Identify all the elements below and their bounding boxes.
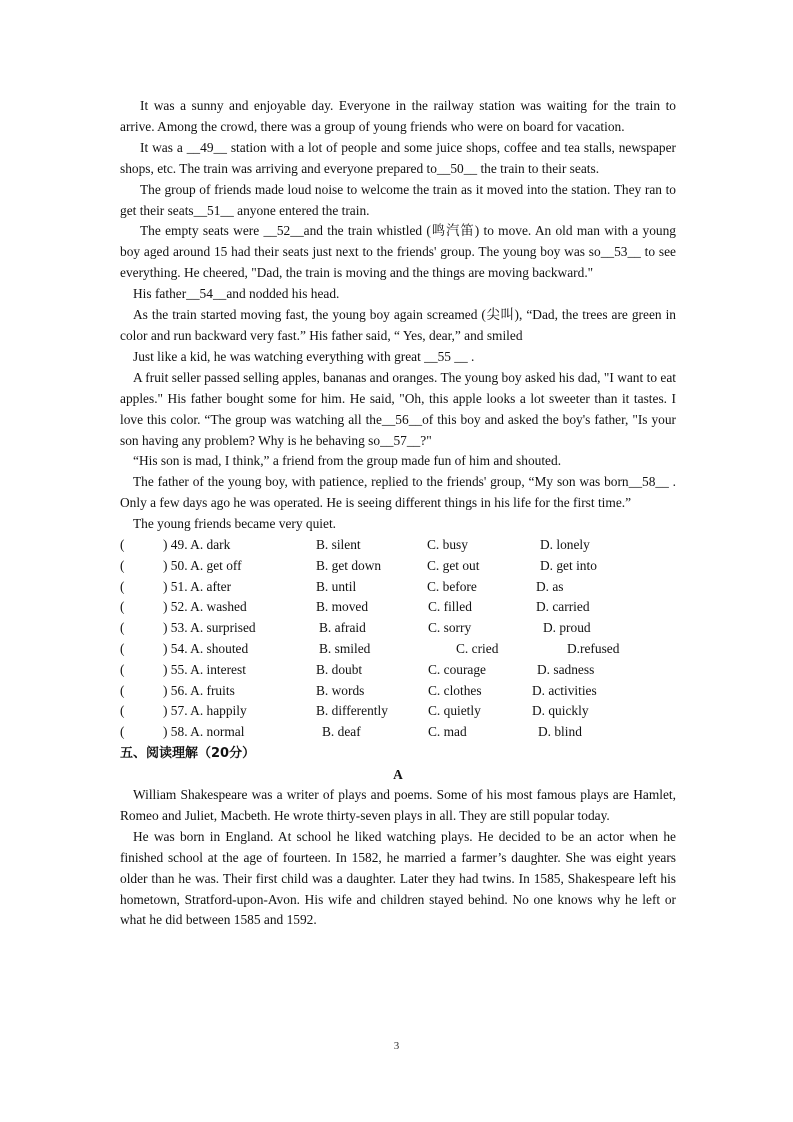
reading-paragraph-1: William Shakespeare was a writer of plays and poems. Some of his most famous plays are Hamlet, Romeo and Juliet, Macbeth. He wrote thirty-seven plays in all. They are still popular today.: [120, 787, 676, 823]
option-row: [120, 639, 676, 660]
answer-bracket: (: [120, 682, 125, 698]
answer-bracket: (: [120, 724, 125, 740]
option-d: D. carried: [536, 599, 590, 615]
passage-paragraph-7: Just like a kid, he was watching everything with great __55 __ .: [133, 348, 475, 364]
option-b: B. until: [316, 578, 357, 594]
answer-bracket: (: [120, 641, 125, 657]
option-d: D. blind: [538, 724, 582, 740]
section-title: 五、阅读理解（20分）: [120, 746, 256, 761]
option-b: B. get down: [316, 557, 382, 573]
passage-paragraph-3: The group of friends made loud noise to welcome the train as it moved into the station. They ran to get their seats__51__ anyone entered the train.: [120, 181, 676, 218]
answer-bracket: (: [120, 703, 125, 719]
option-b: B. differently: [316, 703, 388, 719]
option-d: D. activities: [532, 682, 597, 698]
answer-bracket: (: [120, 578, 125, 594]
passage-paragraph-10: The father of the young boy, with patience, replied to the friends' group, “My son was born__58__ . Only a few days ago he was operated. He is seeing different things in his life for the first time.”: [120, 474, 676, 511]
option-row: [120, 722, 676, 743]
reading-paragraph-2: He was born in England. At school he liked watching plays. He decided to be an actor when he finished school at the age of fourteen. In 1582, he married a farmer’s daughter. She was eight years older than he was. Their first child was a daughter. Later they had twins. In 1585, Shakespeare left his hometown, Stratford-upon-Avon. His wife and children stayed behind. No one knows why he left or what he did between 1585 and 1592.: [120, 828, 676, 928]
section-subtitle: A: [393, 767, 403, 782]
option-a: ) 53. A. surprised: [163, 620, 256, 636]
passage-paragraph-4: The empty seats were __52__and the train whistled (鸣汽笛) to move. An old man with a young boy aged around 15 had their seats just next to the friends' group. The young boy was so__53__ to see everything. He cheered, "Dad, the train is moving and the things are moving backward.": [120, 223, 676, 281]
option-c: C. mad: [428, 724, 467, 740]
option-b: B. moved: [316, 599, 369, 615]
passage-paragraph-5: His father__54__and nodded his head.: [133, 286, 340, 302]
options-list: [120, 535, 676, 743]
answer-bracket: (: [120, 557, 125, 573]
option-d: D. proud: [543, 620, 591, 636]
passage-paragraph-9: “His son is mad, I think,” a friend from the group made fun of him and shouted.: [133, 453, 562, 469]
option-b: B. words: [316, 682, 365, 698]
option-row: [120, 556, 676, 577]
option-d: D.refused: [567, 641, 620, 657]
answer-bracket: (: [120, 537, 125, 553]
option-d: D. lonely: [540, 537, 590, 553]
option-d: D. get into: [540, 557, 597, 573]
option-d: D. sadness: [537, 661, 595, 677]
option-c: C. busy: [427, 537, 468, 553]
option-a: ) 54. A. shouted: [163, 641, 249, 657]
document-page: [120, 96, 676, 931]
option-row: [120, 660, 676, 681]
passage-paragraph-8: A fruit seller passed selling apples, bananas and oranges. The young boy asked his dad, "I want to eat apples." His father bought some for him. He said, "Oh, this apple looks a lot sweeter than it tastes. I love this color. “The group was watching all the__56__of this boy and asked the boy's father, "Is your son having any problem? Why is he behaving so__57__?": [120, 369, 676, 448]
option-d: D. quickly: [532, 703, 589, 719]
answer-bracket: (: [120, 620, 125, 636]
option-a: ) 51. A. after: [163, 578, 232, 594]
option-a: ) 56. A. fruits: [163, 682, 235, 698]
option-d: D. as: [536, 578, 564, 594]
option-b: B. silent: [316, 537, 361, 553]
option-c: C. get out: [427, 557, 480, 573]
passage-paragraph-1: It was a sunny and enjoyable day. Everyone in the railway station was waiting for the train to arrive. Among the crowd, there was a group of young friends who were on board for vacation.: [120, 98, 676, 134]
option-a: ) 52. A. washed: [163, 599, 247, 615]
option-b: B. doubt: [316, 661, 363, 677]
option-a: ) 55. A. interest: [163, 661, 246, 677]
option-c: C. filled: [428, 599, 472, 615]
option-c: C. quietly: [428, 703, 481, 719]
option-b: B. deaf: [322, 724, 361, 740]
option-c: C. before: [427, 578, 477, 594]
passage-paragraph-6: As the train started moving fast, the young boy again screamed (尖叫), “Dad, the trees are green in color and run backward very fast.” His father said, “ Yes, dear,” and smiled: [120, 307, 676, 343]
option-row: [120, 681, 676, 702]
option-a: ) 50. A. get off: [163, 557, 242, 573]
page-number: 3: [393, 1040, 400, 1052]
option-a: ) 49. A. dark: [163, 537, 231, 553]
passage-paragraph-11: The young friends became very quiet.: [133, 516, 337, 532]
option-b: B. afraid: [319, 620, 366, 636]
option-c: C. clothes: [428, 682, 482, 698]
option-a: ) 57. A. happily: [163, 703, 247, 719]
option-row: [120, 618, 676, 639]
option-row: [120, 535, 676, 556]
option-b: B. smiled: [319, 641, 371, 657]
option-row: [120, 577, 676, 598]
option-row: [120, 701, 676, 722]
passage-paragraph-2: It was a __49__ station with a lot of people and some juice shops, coffee and tea stalls, newspaper shops, etc. The train was arriving and everyone prepared to__50__ the train to their seats.: [120, 139, 676, 176]
option-a: ) 58. A. normal: [163, 724, 245, 740]
option-c: C. cried: [456, 641, 499, 657]
answer-bracket: (: [120, 661, 125, 677]
answer-bracket: (: [120, 599, 125, 615]
option-c: C. sorry: [428, 620, 472, 636]
option-row: [120, 597, 676, 618]
option-c: C. courage: [428, 661, 487, 677]
